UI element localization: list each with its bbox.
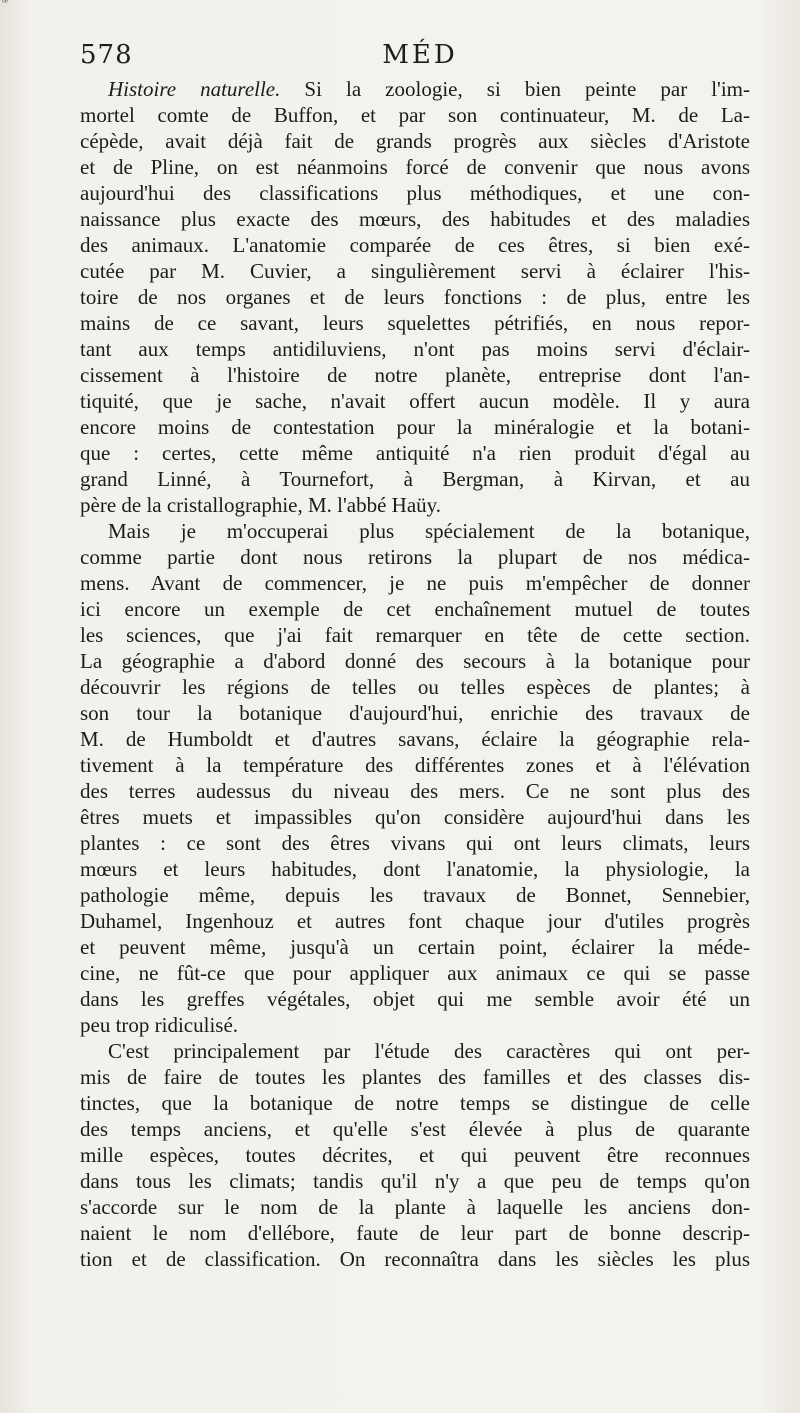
text-line: cutée par M. Cuvier, a singulièrement servi à éclairer l'his- (80, 259, 750, 283)
text-line: tion et de classification. On reconnaîtra dans les siècles les plus (80, 1247, 750, 1271)
text-line: et de Pline, on est néanmoins forcé de convenir que nous avons (80, 155, 750, 179)
page-header (80, 40, 760, 80)
text-line: naissance plus exacte des mœurs, des habitudes et des maladies (80, 207, 750, 231)
text-line: tivement à la température des différentes zones et à l'élévation (80, 753, 750, 777)
text-line: que : certes, cette même antiquité n'a rien produit d'égal au (80, 441, 750, 465)
text-line: père de la cristallographie, M. l'abbé Haüy. (80, 493, 442, 517)
text-line: dans les greffes végétales, objet qui me semble avoir été un (80, 987, 750, 1011)
text-line: mis de faire de toutes les plantes des familles et des classes dis- (80, 1065, 750, 1089)
corner-mark: ꟹ (2, 0, 9, 9)
text-line: mains de ce savant, leurs squelettes pétrifiés, en nous repor- (80, 311, 750, 335)
text-line: comme partie dont nous retirons la plupart de nos médica- (80, 545, 750, 569)
page-number: 578 (80, 40, 133, 70)
text-line: naient le nom d'ellébore, faute de leur part de bonne descrip- (80, 1221, 750, 1245)
text-line: C'est principalement par l'étude des caractères qui ont per- (108, 1039, 750, 1063)
text-line: cissement à l'histoire de notre planète, entreprise dont l'an- (80, 363, 750, 387)
text-line: des animaux. L'anatomie comparée de ces êtres, si bien exé- (80, 233, 750, 257)
text-line: peu trop ridiculisé. (80, 1013, 239, 1037)
text-line: cépède, avait déjà fait de grands progrès aux siècles d'Aristote (80, 129, 750, 153)
body-text (80, 76, 750, 1272)
text-line: mortel comte de Buffon, et par son continuateur, M. de La- (80, 103, 750, 127)
text-line: dans tous les climats; tandis qu'il n'y a que peu de temps qu'on (80, 1169, 750, 1193)
text-line: aujourd'hui des classifications plus méthodiques, et une con- (80, 181, 750, 205)
text-line: plantes : ce sont des êtres vivans qui ont leurs climats, leurs (80, 831, 750, 855)
text-line: s'accorde sur le nom de la plante à laquelle les anciens don- (80, 1195, 750, 1219)
text-line: ici encore un exemple de cet enchaînement mutuel de toutes (80, 597, 750, 621)
text-line: mens. Avant de commencer, je ne puis m'empêcher de donner (80, 571, 750, 595)
text-line: êtres muets et impassibles qu'on considère aujourd'hui dans les (80, 805, 750, 829)
text-line: les sciences, que j'ai fait remarquer en tête de cette section. (80, 623, 750, 647)
text-line: tinctes, que la botanique de notre temps se distingue de celle (80, 1091, 750, 1115)
text-line: toire de nos organes et de leurs fonctions : de plus, entre les (80, 285, 750, 309)
text-line-content: Si la zoologie, si bien peinte par l'im- (280, 77, 751, 101)
running-head: MÉD (382, 40, 458, 70)
text-line: tiquité, que je sache, n'avait offert aucun modèle. Il y aura (80, 389, 750, 413)
text-line: mille espèces, toutes décrites, et qui peuvent être reconnues (80, 1143, 750, 1167)
text-line: Mais je m'occuperai plus spécialement de la botanique, (108, 519, 750, 543)
text-line: pathologie même, depuis les travaux de Bonnet, Sennebier, (80, 883, 750, 907)
text-line: tant aux temps antidiluviens, n'ont pas moins servi d'éclair- (80, 337, 750, 361)
text-line: des temps anciens, et qu'elle s'est élevée à plus de quarante (80, 1117, 750, 1141)
section-title-italic: Histoire naturelle. (108, 77, 281, 101)
text-line: des terres audessus du niveau des mers. Ce ne sont plus des (80, 779, 750, 803)
text-line: grand Linné, à Tournefort, à Bergman, à Kirvan, et au (80, 467, 750, 491)
text-line: mœurs et leurs habitudes, dont l'anatomie, la physiologie, la (80, 857, 750, 881)
text-line: Duhamel, Ingenhouz et autres font chaque jour d'utiles progrès (80, 909, 750, 933)
text-line: encore moins de contestation pour la minéralogie et la botani- (80, 415, 750, 439)
text-line: cine, ne fût-ce que pour appliquer aux animaux ce qui se passe (80, 961, 750, 985)
text-line: et peuvent même, jusqu'à un certain point, éclairer la méde- (80, 935, 750, 959)
text-line: découvrir les régions de telles ou telles espèces de plantes; à (80, 675, 750, 699)
text-line (80, 76, 750, 102)
text-line: M. de Humboldt et d'autres savans, éclaire la géographie rela- (80, 727, 750, 751)
text-line: son tour la botanique d'aujourd'hui, enrichie des travaux de (80, 701, 750, 725)
text-line: La géographie a d'abord donné des secours à la botanique pour (80, 649, 750, 673)
